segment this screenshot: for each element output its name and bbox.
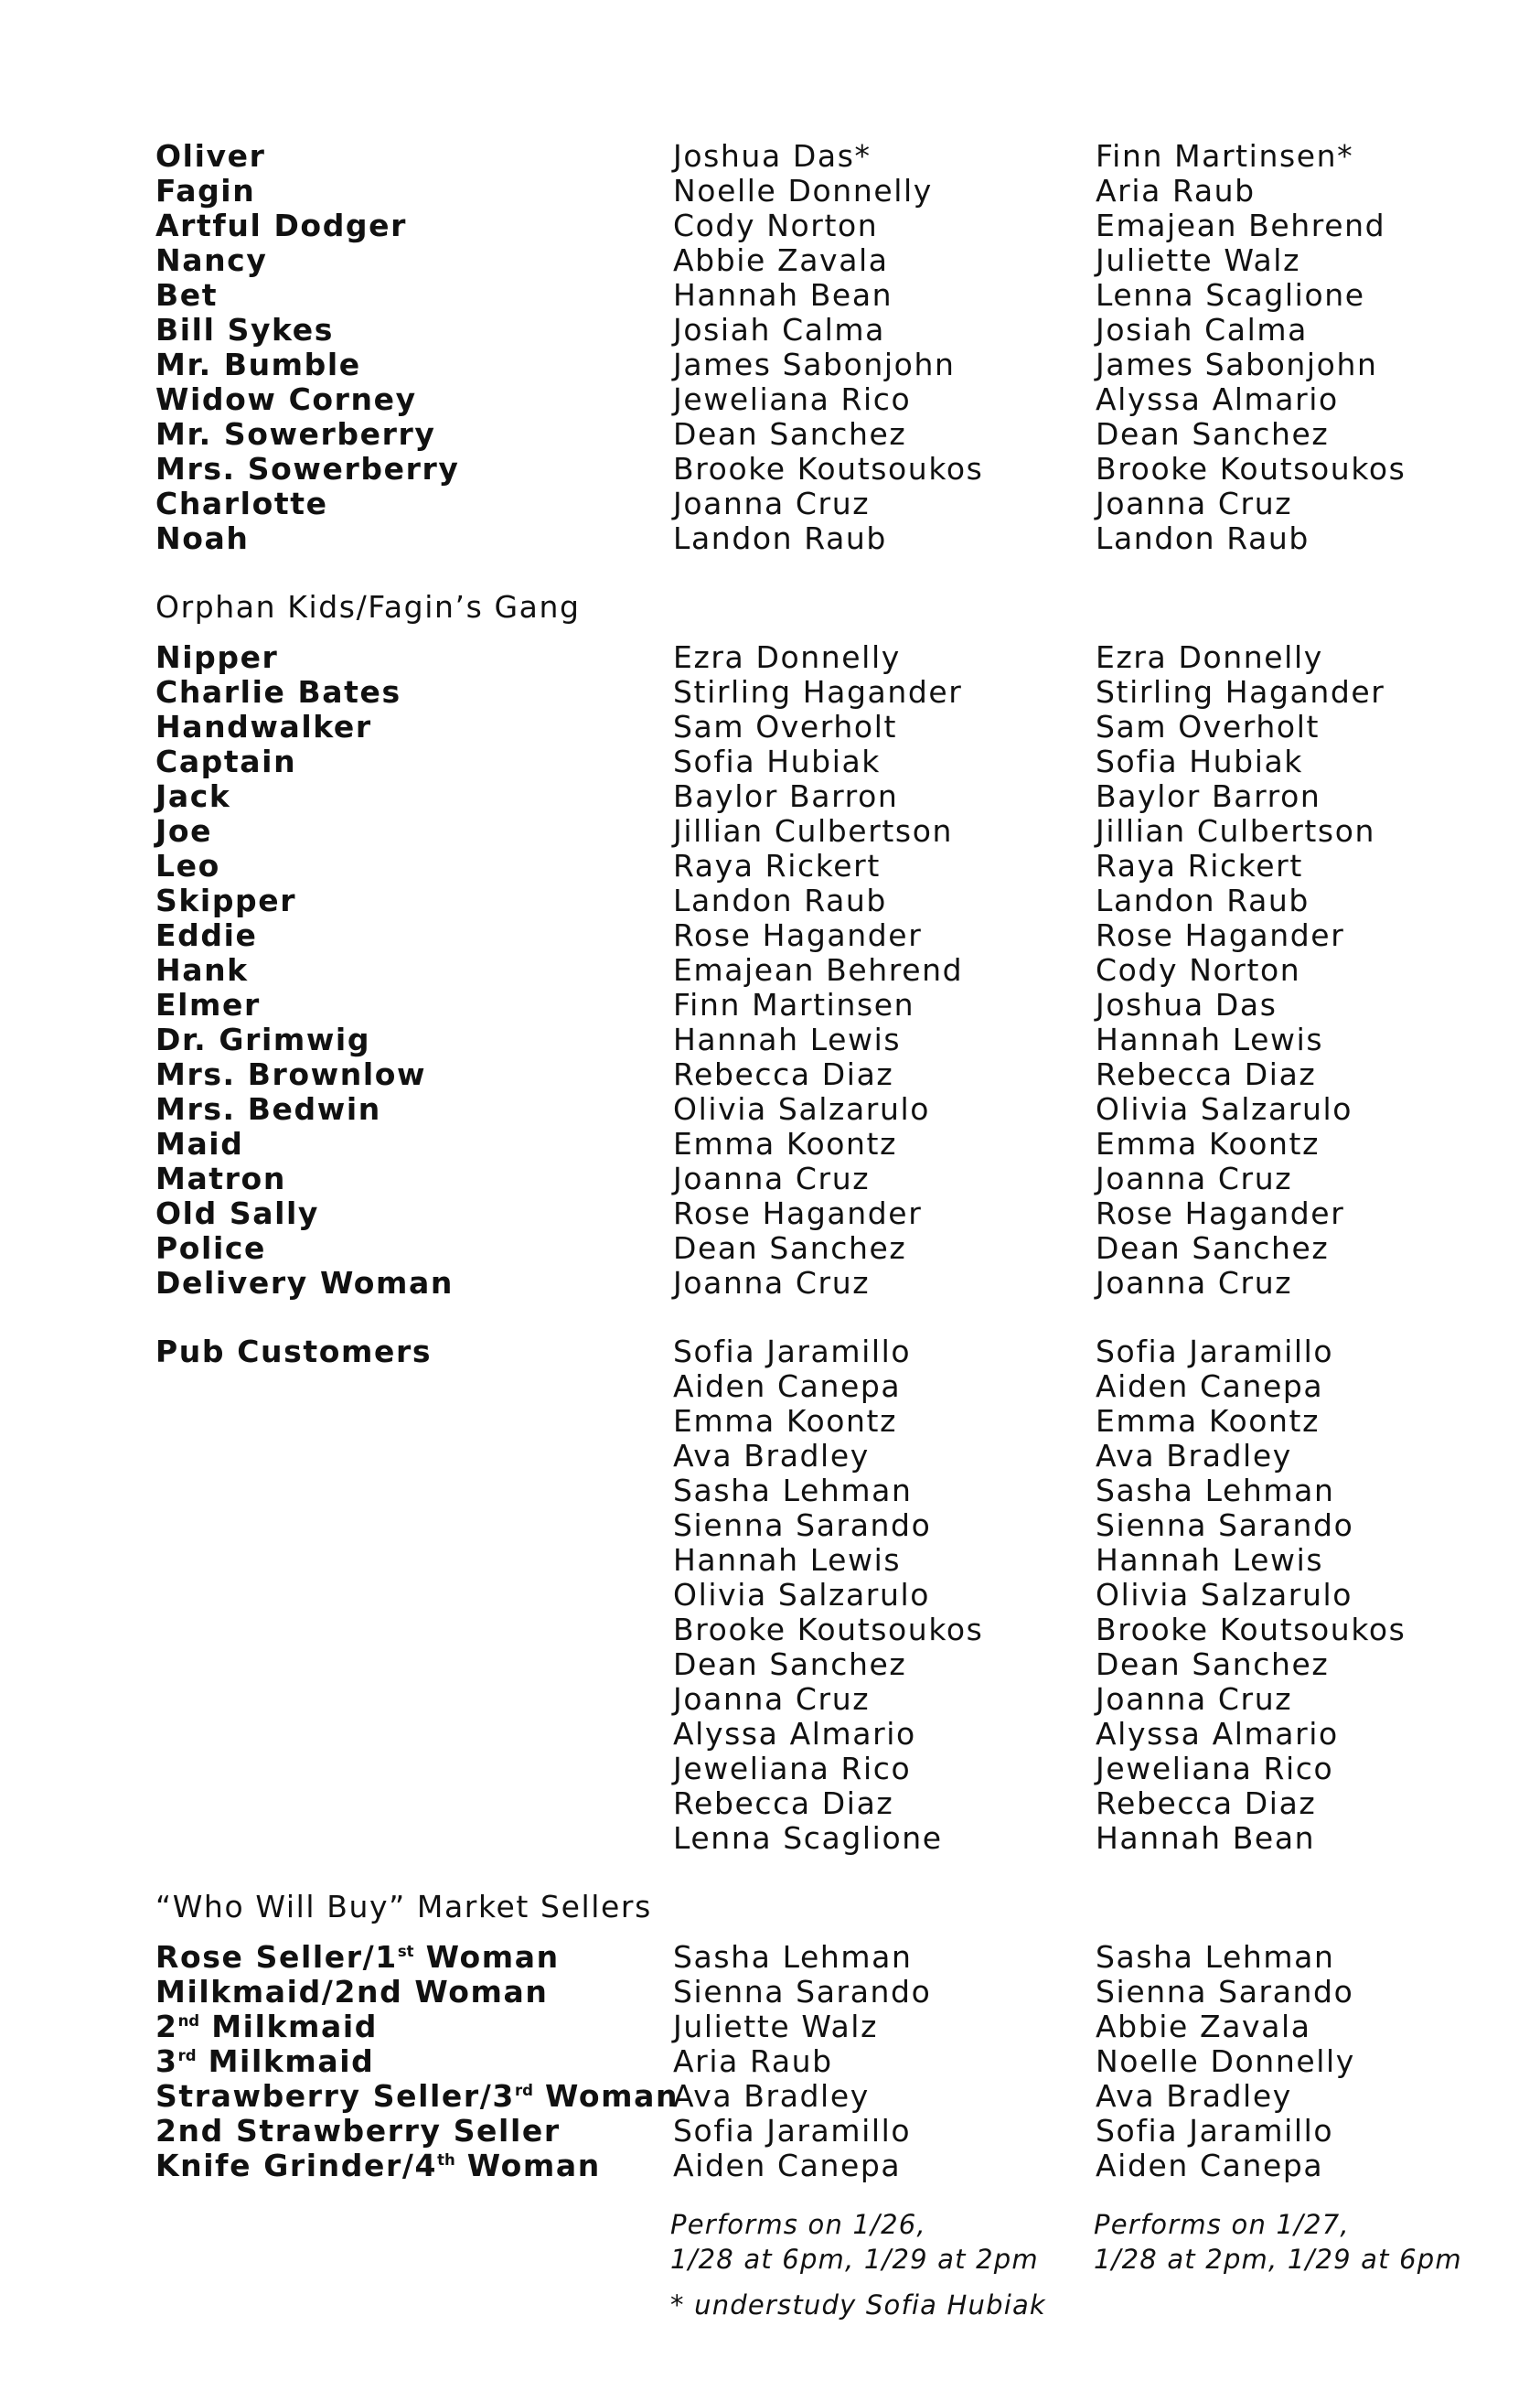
role-name: Oliver	[155, 138, 266, 174]
role-name: Handwalker	[155, 709, 372, 745]
cast-first: Dean Sanchez	[673, 1646, 907, 1682]
role-name: Noah	[155, 520, 250, 556]
section-heading-gang: Orphan Kids/Fagin’s Gang	[155, 589, 581, 625]
cast-second: Sasha Lehman	[1096, 1473, 1335, 1508]
cast-first: Brooke Koutsoukos	[673, 1612, 984, 1647]
role-name: Old Sally	[155, 1195, 320, 1231]
cast-first: Joanna Cruz	[673, 1265, 871, 1301]
cast-first: Ava Bradley	[673, 1438, 870, 1474]
cast-first: Hannah Lewis	[673, 1542, 902, 1578]
understudy-note: * understudy Sofia Hubiak	[670, 2289, 1046, 2321]
role-name	[155, 1975, 548, 2010]
cast-first: Joanna Cruz	[673, 1681, 871, 1717]
cast-first: Raya Rickert	[673, 848, 881, 884]
perf-schedule-second-line1: Performs on 1/27,	[1094, 2209, 1350, 2240]
cast-first: Sofia Hubiak	[673, 744, 882, 779]
role-name: Mr. Sowerberry	[155, 416, 436, 452]
role-text: 3	[155, 2043, 178, 2079]
cast-first: Finn Martinsen	[673, 987, 915, 1023]
role-name	[155, 1940, 560, 1975]
cast-second: Hannah Lewis	[1096, 1542, 1324, 1578]
cast-first: Lenna Scaglione	[673, 1820, 943, 1856]
cast-second: Sofia Jaramillo	[1096, 2113, 1334, 2149]
cast-second: Sasha Lehman	[1096, 1939, 1335, 1975]
cast-second: Joanna Cruz	[1096, 486, 1293, 521]
cast-first: Hannah Bean	[673, 277, 893, 313]
cast-first: Emma Koontz	[673, 1126, 898, 1162]
role-name: Maid	[155, 1126, 244, 1162]
role-name	[155, 2079, 679, 2114]
cast-second: Emma Koontz	[1096, 1403, 1321, 1439]
cast-second: Brooke Koutsoukos	[1096, 451, 1406, 487]
role-name: Charlotte	[155, 486, 328, 521]
cast-first: Landon Raub	[673, 520, 887, 556]
cast-second: Hannah Bean	[1096, 1820, 1316, 1856]
cast-second: Dean Sanchez	[1096, 1646, 1330, 1682]
cast-second: Landon Raub	[1096, 883, 1310, 918]
cast-first: Rebecca Diaz	[673, 1056, 894, 1092]
cast-second: Lenna Scaglione	[1096, 277, 1365, 313]
cast-first: Noelle Donnelly	[673, 173, 933, 209]
ordinal-suffix: st	[397, 1943, 414, 1960]
role-name: Charlie Bates	[155, 674, 401, 710]
role-name: Bet	[155, 277, 219, 313]
role-text: Woman	[532, 2078, 679, 2114]
cast-first: Sofia Jaramillo	[673, 2113, 912, 2149]
role-name: Fagin	[155, 173, 256, 209]
cast-first: Sienna Sarando	[673, 1974, 932, 2010]
role-name: Skipper	[155, 883, 297, 918]
cast-second: Brooke Koutsoukos	[1096, 1612, 1406, 1647]
cast-first: Dean Sanchez	[673, 416, 907, 452]
cast-first: Ezra Donnelly	[673, 639, 901, 675]
cast-second: Emajean Behrend	[1096, 208, 1386, 243]
cast-first: Aiden Canepa	[673, 1368, 902, 1404]
cast-second: Sofia Hubiak	[1096, 744, 1304, 779]
perf-schedule-first-line1: Performs on 1/26,	[670, 2209, 926, 2240]
role-name: Matron	[155, 1161, 286, 1196]
cast-second: Aiden Canepa	[1096, 1368, 1324, 1404]
section-heading-market: “Who Will Buy” Market Sellers	[155, 1889, 652, 1924]
role-name: Mr. Bumble	[155, 347, 361, 382]
cast-first: Joshua Das*	[673, 138, 872, 174]
cast-first: James Sabonjohn	[673, 347, 956, 382]
role-text: Knife Grinder/4	[155, 2148, 438, 2183]
role-name: Police	[155, 1230, 267, 1266]
cast-first: Hannah Lewis	[673, 1022, 902, 1057]
role-text: 2nd Strawberry Seller	[155, 2113, 561, 2149]
cast-first: Baylor Barron	[673, 778, 899, 814]
cast-second: Emma Koontz	[1096, 1126, 1321, 1162]
cast-second: Aria Raub	[1096, 173, 1256, 209]
role-text: Milkmaid	[196, 2043, 375, 2079]
cast-second: Ava Bradley	[1096, 1438, 1292, 1474]
cast-first: Juliette Walz	[673, 2009, 878, 2044]
role-name: Artful Dodger	[155, 208, 408, 243]
cast-second: Alyssa Almario	[1096, 381, 1339, 417]
cast-first: Aria Raub	[673, 2043, 833, 2079]
cast-second: Baylor Barron	[1096, 778, 1321, 814]
role-name: Nancy	[155, 242, 268, 278]
cast-first: Ava Bradley	[673, 2078, 870, 2114]
role-text: Rose Seller/1	[155, 1939, 398, 1975]
cast-first: Sasha Lehman	[673, 1939, 913, 1975]
cast-first: Emajean Behrend	[673, 952, 964, 988]
cast-second: Ava Bradley	[1096, 2078, 1292, 2114]
cast-first: Stirling Hagander	[673, 674, 963, 710]
role-text: Woman	[413, 1939, 560, 1975]
cast-second: Noelle Donnelly	[1096, 2043, 1355, 2079]
role-text: Woman	[455, 2148, 601, 2183]
ordinal-suffix: th	[437, 2151, 455, 2169]
cast-first: Joanna Cruz	[673, 486, 871, 521]
role-name: Nipper	[155, 639, 279, 675]
cast-second: James Sabonjohn	[1096, 347, 1378, 382]
cast-second: Joanna Cruz	[1096, 1265, 1293, 1301]
role-name: Delivery Woman	[155, 1265, 455, 1301]
role-text: Milkmaid/2nd Woman	[155, 1974, 549, 2010]
cast-second: Sam Overholt	[1096, 709, 1321, 745]
cast-first: Sasha Lehman	[673, 1473, 913, 1508]
cast-first: Aiden Canepa	[673, 2148, 902, 2183]
cast-second: Juliette Walz	[1096, 242, 1300, 278]
ordinal-suffix: nd	[177, 2012, 200, 2030]
ordinal-suffix: rd	[514, 2082, 533, 2099]
cast-first: Jeweliana Rico	[673, 1751, 912, 1786]
cast-second: Abbie Zavala	[1096, 2009, 1311, 2044]
cast-first: Emma Koontz	[673, 1403, 898, 1439]
cast-first: Abbie Zavala	[673, 242, 889, 278]
cast-second: Stirling Hagander	[1096, 674, 1385, 710]
role-name: Mrs. Brownlow	[155, 1056, 427, 1092]
cast-first: Jillian Culbertson	[673, 813, 954, 849]
role-text: Milkmaid	[199, 2009, 379, 2044]
cast-first: Joanna Cruz	[673, 1161, 871, 1196]
cast-second: Rebecca Diaz	[1096, 1056, 1317, 1092]
role-name: Bill Sykes	[155, 312, 334, 348]
cast-first: Rebecca Diaz	[673, 1785, 894, 1821]
role-name: Mrs. Sowerberry	[155, 451, 460, 487]
cast-second: Joanna Cruz	[1096, 1161, 1293, 1196]
cast-second: Dean Sanchez	[1096, 1230, 1330, 1266]
role-name: Eddie	[155, 917, 258, 953]
role-text: 2	[155, 2009, 178, 2044]
role-name	[155, 2044, 374, 2079]
cast-first: Brooke Koutsoukos	[673, 451, 984, 487]
cast-first: Cody Norton	[673, 208, 879, 243]
perf-schedule-first-line2: 1/28 at 6pm, 1/29 at 2pm	[670, 2244, 1039, 2275]
role-name: Mrs. Bedwin	[155, 1091, 381, 1127]
perf-schedule-second-line2: 1/28 at 2pm, 1/29 at 6pm	[1094, 2244, 1462, 2275]
cast-first: Sienna Sarando	[673, 1507, 932, 1543]
cast-second: Sofia Jaramillo	[1096, 1334, 1334, 1369]
ordinal-suffix: rd	[177, 2047, 197, 2064]
role-name: Dr. Grimwig	[155, 1022, 371, 1057]
cast-first: Dean Sanchez	[673, 1230, 907, 1266]
cast-second: Rose Hagander	[1096, 917, 1345, 953]
role-name: Hank	[155, 952, 249, 988]
cast-second: Landon Raub	[1096, 520, 1310, 556]
cast-second: Sienna Sarando	[1096, 1507, 1354, 1543]
cast-second: Ezra Donnelly	[1096, 639, 1323, 675]
cast-first: Alyssa Almario	[673, 1716, 916, 1752]
cast-second: Joanna Cruz	[1096, 1681, 1293, 1717]
cast-second: Rose Hagander	[1096, 1195, 1345, 1231]
role-name	[155, 2010, 378, 2044]
cast-second: Finn Martinsen*	[1096, 138, 1354, 174]
cast-first: Sam Overholt	[673, 709, 898, 745]
role-name: Captain	[155, 744, 297, 779]
cast-second: Raya Rickert	[1096, 848, 1303, 884]
cast-second: Olivia Salzarulo	[1096, 1577, 1353, 1613]
cast-second: Alyssa Almario	[1096, 1716, 1339, 1752]
cast-first: Sofia Jaramillo	[673, 1334, 912, 1369]
role-name: Jack	[155, 778, 231, 814]
cast-first: Jeweliana Rico	[673, 381, 912, 417]
cast-second: Josiah Calma	[1096, 312, 1308, 348]
cast-second: Jeweliana Rico	[1096, 1751, 1334, 1786]
cast-second: Aiden Canepa	[1096, 2148, 1324, 2183]
cast-first: Olivia Salzarulo	[673, 1091, 931, 1127]
cast-second: Rebecca Diaz	[1096, 1785, 1317, 1821]
cast-second: Joshua Das	[1096, 987, 1278, 1023]
cast-first: Rose Hagander	[673, 1195, 923, 1231]
role-text: Strawberry Seller/3	[155, 2078, 515, 2114]
section-heading-pub: Pub Customers	[155, 1334, 433, 1369]
role-name	[155, 2114, 561, 2149]
cast-first: Josiah Calma	[673, 312, 885, 348]
role-name: Widow Corney	[155, 381, 417, 417]
cast-second: Hannah Lewis	[1096, 1022, 1324, 1057]
cast-first: Landon Raub	[673, 883, 887, 918]
role-name: Joe	[155, 813, 213, 849]
role-name	[155, 2149, 601, 2183]
cast-second: Jillian Culbertson	[1096, 813, 1376, 849]
role-name: Leo	[155, 848, 220, 884]
cast-second: Dean Sanchez	[1096, 416, 1330, 452]
cast-first: Rose Hagander	[673, 917, 923, 953]
cast-second: Sienna Sarando	[1096, 1974, 1354, 2010]
cast-second: Cody Norton	[1096, 952, 1301, 988]
role-name: Elmer	[155, 987, 261, 1023]
cast-second: Olivia Salzarulo	[1096, 1091, 1353, 1127]
cast-first: Olivia Salzarulo	[673, 1577, 931, 1613]
